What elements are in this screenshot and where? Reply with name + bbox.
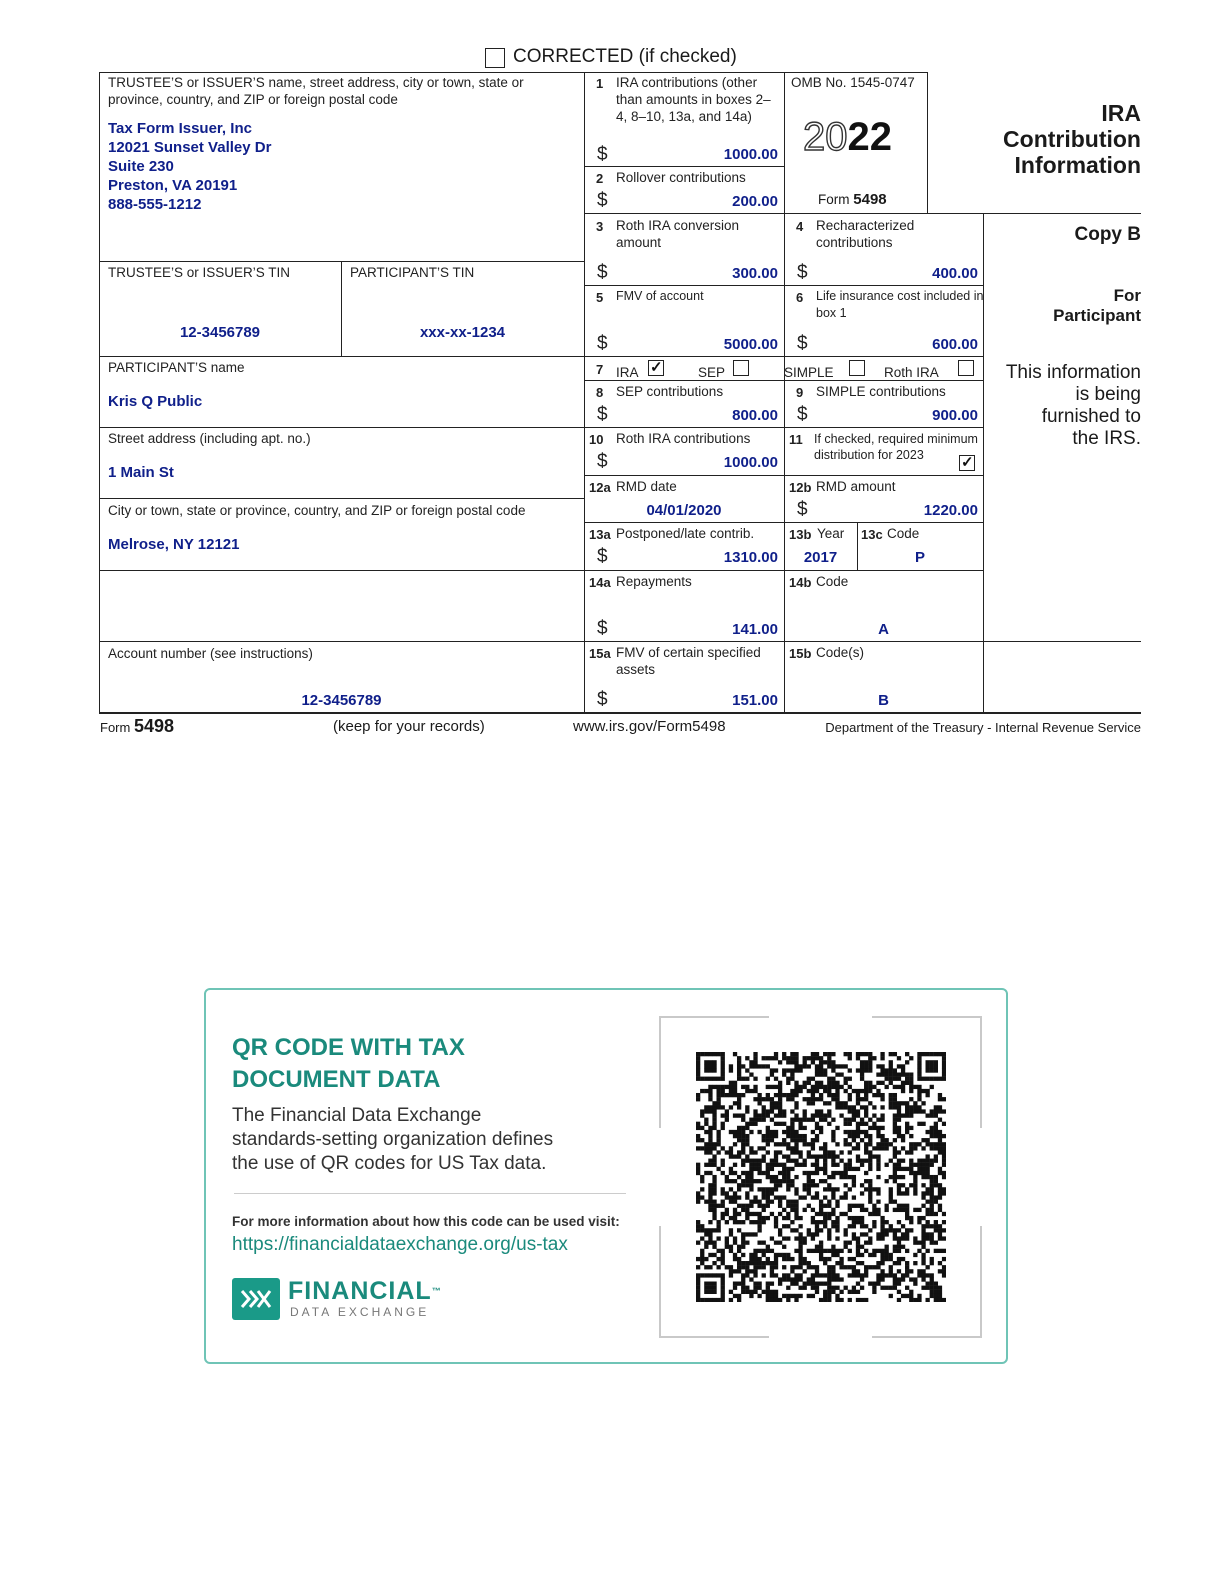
form-top-border (99, 72, 927, 73)
box12a-number: 12a (589, 480, 611, 495)
box7-simple-label: SIMPLE (784, 365, 834, 380)
box10-value: 1000.00 (723, 454, 778, 471)
box9-number: 9 (796, 385, 804, 400)
line-box2-top (584, 166, 784, 167)
omb-form-number: 5498 (853, 191, 887, 208)
participant-tin: xxx-xx-1234 (419, 324, 506, 341)
box5-label: FMV of account (616, 289, 704, 303)
irs-notice-line: the IRS. (1072, 428, 1141, 449)
form-title-line: Contribution (1003, 126, 1141, 152)
box14b-label: Code (816, 574, 849, 589)
box2-dollar: $ (597, 190, 608, 211)
line-street-top (99, 427, 584, 428)
box13b-label: Year (817, 526, 845, 541)
tax-year (803, 114, 892, 160)
fdx-logo-tm: ™ (431, 1286, 442, 1296)
irs-notice (990, 362, 1141, 450)
box12b-dollar: $ (797, 499, 808, 520)
trustee-label: TRUSTEE’S or ISSUER’S name, street address, city or town, state or province, country, and ZIP or foreign postal code (108, 75, 524, 107)
box15b-number: 15b (789, 646, 812, 661)
box2-number: 2 (596, 171, 604, 186)
box7-number: 7 (596, 362, 604, 377)
box12a-value: 04/01/2020 (646, 502, 722, 519)
line-box7-top (584, 356, 984, 357)
for-participant-line: Participant (1053, 306, 1141, 325)
line-box3-top (584, 213, 984, 214)
trustee-line: Tax Form Issuer, Inc (108, 120, 252, 137)
box3-label: Roth IRA conversion amount (616, 218, 740, 250)
box11-label: If checked, required minimum distribution for 2023 (814, 432, 978, 462)
copy-label: Copy B (1074, 224, 1141, 245)
box2-value: 200.00 (732, 193, 778, 210)
qr-code (696, 1052, 946, 1302)
omb-number: OMB No. 1545-0747 (791, 75, 915, 90)
corrected-checkbox[interactable] (485, 48, 505, 68)
box3-dollar: $ (597, 262, 608, 283)
footer-url[interactable]: www.irs.gov/Form5498 (573, 718, 726, 735)
box4-value: 400.00 (932, 265, 978, 282)
qr-title-line: QR CODE WITH TAX (232, 1034, 465, 1061)
qr-desc-line: the use of QR codes for US Tax data. (232, 1153, 547, 1174)
box1-number: 1 (596, 76, 604, 91)
line-box5-top (584, 285, 984, 286)
box4-number: 4 (796, 219, 804, 234)
tax-year-bold: 22 (847, 115, 892, 159)
box13b-value: 2017 (803, 549, 838, 566)
line-account-top (99, 641, 584, 642)
city-label: City or town, state or province, country, and ZIP or foreign postal code (108, 503, 526, 518)
box13a-dollar: $ (597, 546, 608, 567)
qr-card (204, 988, 1008, 1364)
box13a-value: 1310.00 (723, 549, 778, 566)
box14a-label: Repayments (616, 574, 692, 589)
qr-desc-line: standards-setting organization defines (232, 1129, 554, 1150)
divider-box-columns (784, 72, 785, 713)
for-participant (990, 286, 1141, 326)
footer-keep: (keep for your records) (333, 718, 485, 735)
for-participant-line: For (1113, 286, 1141, 305)
divider-left-right (584, 72, 585, 713)
account-label: Account number (see instructions) (108, 646, 313, 661)
box9-value: 900.00 (932, 407, 978, 424)
line-tin-top (99, 261, 584, 262)
line-box14-top (584, 570, 984, 571)
box13b-number: 13b (789, 527, 812, 542)
box7-simple-checkbox[interactable] (849, 360, 865, 376)
box4-dollar: $ (797, 262, 808, 283)
trustee-tin: 12-3456789 (179, 324, 261, 341)
participant-tin-label: PARTICIPANT’S TIN (350, 265, 475, 280)
box1-label: IRA contributions (other than amounts in boxes 2–4, 8–10, 13a, and 14a) (616, 75, 771, 124)
box5-number: 5 (596, 290, 604, 305)
box7-ira-checkbox[interactable] (648, 360, 664, 376)
checkmark-icon: ✓ (961, 454, 974, 471)
divider-tin (341, 261, 342, 357)
checkmark-icon: ✓ (650, 359, 663, 376)
qr-title (232, 1032, 465, 1096)
box9-label: SIMPLE contributions (816, 384, 946, 399)
box6-label: Life insurance cost included in box 1 (816, 289, 984, 320)
box8-dollar: $ (597, 404, 608, 425)
box5-dollar: $ (597, 333, 608, 354)
line-box10-top (584, 427, 984, 428)
box5-value: 5000.00 (723, 336, 778, 353)
box1-value: 1000.00 (723, 146, 778, 163)
trustee-line: Preston, VA 20191 (108, 177, 238, 194)
box8-value: 800.00 (732, 407, 778, 424)
box8-number: 8 (596, 385, 604, 400)
trustee-line: Suite 230 (108, 158, 174, 175)
form-title (960, 100, 1141, 178)
qr-link[interactable]: https://financialdataexchange.org/us-tax (232, 1234, 568, 1255)
box14b-number: 14b (789, 575, 812, 590)
participant-name-label: PARTICIPANT’S name (108, 360, 245, 375)
box13c-value: P (914, 549, 925, 566)
footer-form (100, 716, 174, 737)
fdx-logo-word-text: FINANCIAL (288, 1277, 432, 1305)
irs-notice-line: furnished to (1041, 406, 1141, 427)
box12b-value: 1220.00 (923, 502, 978, 519)
street-value: 1 Main St (108, 464, 174, 481)
corrected-label: CORRECTED (if checked) (513, 46, 737, 67)
box15a-label: FMV of certain specified assets (616, 645, 761, 677)
footer-dept: Department of the Treasury - Internal Revenue Service (825, 720, 1141, 735)
line-box15-top (584, 641, 1141, 642)
omb-form-label (818, 191, 887, 208)
box11-number: 11 (789, 432, 803, 447)
tax-year-outline: 20 (803, 115, 848, 159)
box13a-number: 13a (589, 527, 611, 542)
city-value: Melrose, NY 12121 (108, 536, 240, 553)
qr-title-line: DOCUMENT DATA (232, 1066, 441, 1093)
fdx-chevrons-icon (232, 1278, 280, 1320)
form-title-line: Information (1014, 152, 1141, 178)
box7-sep-checkbox[interactable] (733, 360, 749, 376)
box14b-value: A (878, 621, 889, 638)
box14a-dollar: $ (597, 618, 608, 639)
box10-number: 10 (589, 432, 604, 447)
line-side-top (983, 213, 1141, 214)
qr-more-info: For more information about how this code can be used visit: (232, 1214, 620, 1229)
footer-form-prefix: Form (100, 720, 131, 735)
participant-name: Kris Q Public (108, 393, 203, 410)
box14a-number: 14a (589, 575, 611, 590)
line-name-top (99, 356, 584, 357)
box2-label: Rollover contributions (616, 170, 746, 185)
box9-dollar: $ (797, 404, 808, 425)
fdx-logo-sub: DATA EXCHANGE (290, 1305, 430, 1319)
trustee-line: 12021 Sunset Valley Dr (108, 139, 272, 156)
account-value: 12-3456789 (301, 692, 382, 709)
box15a-dollar: $ (597, 689, 608, 710)
qr-description (232, 1104, 553, 1176)
line-box12-top (584, 475, 984, 476)
box6-dollar: $ (797, 333, 808, 354)
box3-number: 3 (596, 219, 604, 234)
box13a-label: Postponed/late contrib. (616, 526, 755, 541)
box12a-label: RMD date (616, 479, 677, 494)
box15b-value: B (878, 692, 889, 709)
qr-divider (234, 1193, 626, 1194)
box15a-number: 15a (589, 646, 611, 661)
trustee-line: 888-555-1212 (108, 196, 202, 213)
form-title-line: IRA (1101, 100, 1141, 126)
box14a-value: 141.00 (732, 621, 778, 638)
line-box13-top (584, 522, 984, 523)
street-label: Street address (including apt. no.) (108, 431, 311, 446)
irs-notice-line: is being (1075, 384, 1141, 405)
box13c-label: Code (887, 526, 920, 541)
box10-label: Roth IRA contributions (616, 431, 751, 446)
box7-roth-checkbox[interactable] (958, 360, 974, 376)
box12b-label: RMD amount (816, 479, 896, 494)
box13c-number: 13c (861, 527, 883, 542)
box8-label: SEP contributions (616, 384, 724, 399)
box7-sep-label: SEP (698, 365, 726, 380)
box12b-number: 12b (789, 480, 812, 495)
divider-omb-right (927, 72, 928, 213)
line-city-top (99, 498, 584, 499)
qr-desc-line: The Financial Data Exchange (232, 1105, 482, 1126)
box7-roth-label: Roth IRA (884, 365, 939, 380)
trustee-address (108, 119, 271, 214)
irs-notice-line: This information (1005, 362, 1141, 383)
box1-dollar: $ (597, 144, 608, 165)
footer-form-number: 5498 (133, 716, 175, 736)
box15b-label: Code(s) (816, 645, 865, 660)
box3-value: 300.00 (732, 265, 778, 282)
qr-code-image (696, 1052, 946, 1302)
fdx-logo-icon (232, 1278, 280, 1320)
box11-checkbox[interactable] (959, 455, 975, 471)
fdx-logo-word (288, 1278, 442, 1304)
box15a-value: 151.00 (732, 692, 778, 709)
omb-form-prefix: Form (818, 192, 850, 207)
box4-label: Recharacterized contributions (816, 218, 915, 250)
line-blank-top (99, 570, 584, 571)
trustee-tin-label: TRUSTEE’S or ISSUER’S TIN (108, 265, 291, 280)
box6-value: 600.00 (932, 336, 978, 353)
form-bottom-border (99, 712, 1141, 714)
box6-number: 6 (796, 290, 804, 305)
box10-dollar: $ (597, 451, 608, 472)
form-left-border (99, 72, 100, 713)
box7-ira-label: IRA (616, 365, 639, 380)
